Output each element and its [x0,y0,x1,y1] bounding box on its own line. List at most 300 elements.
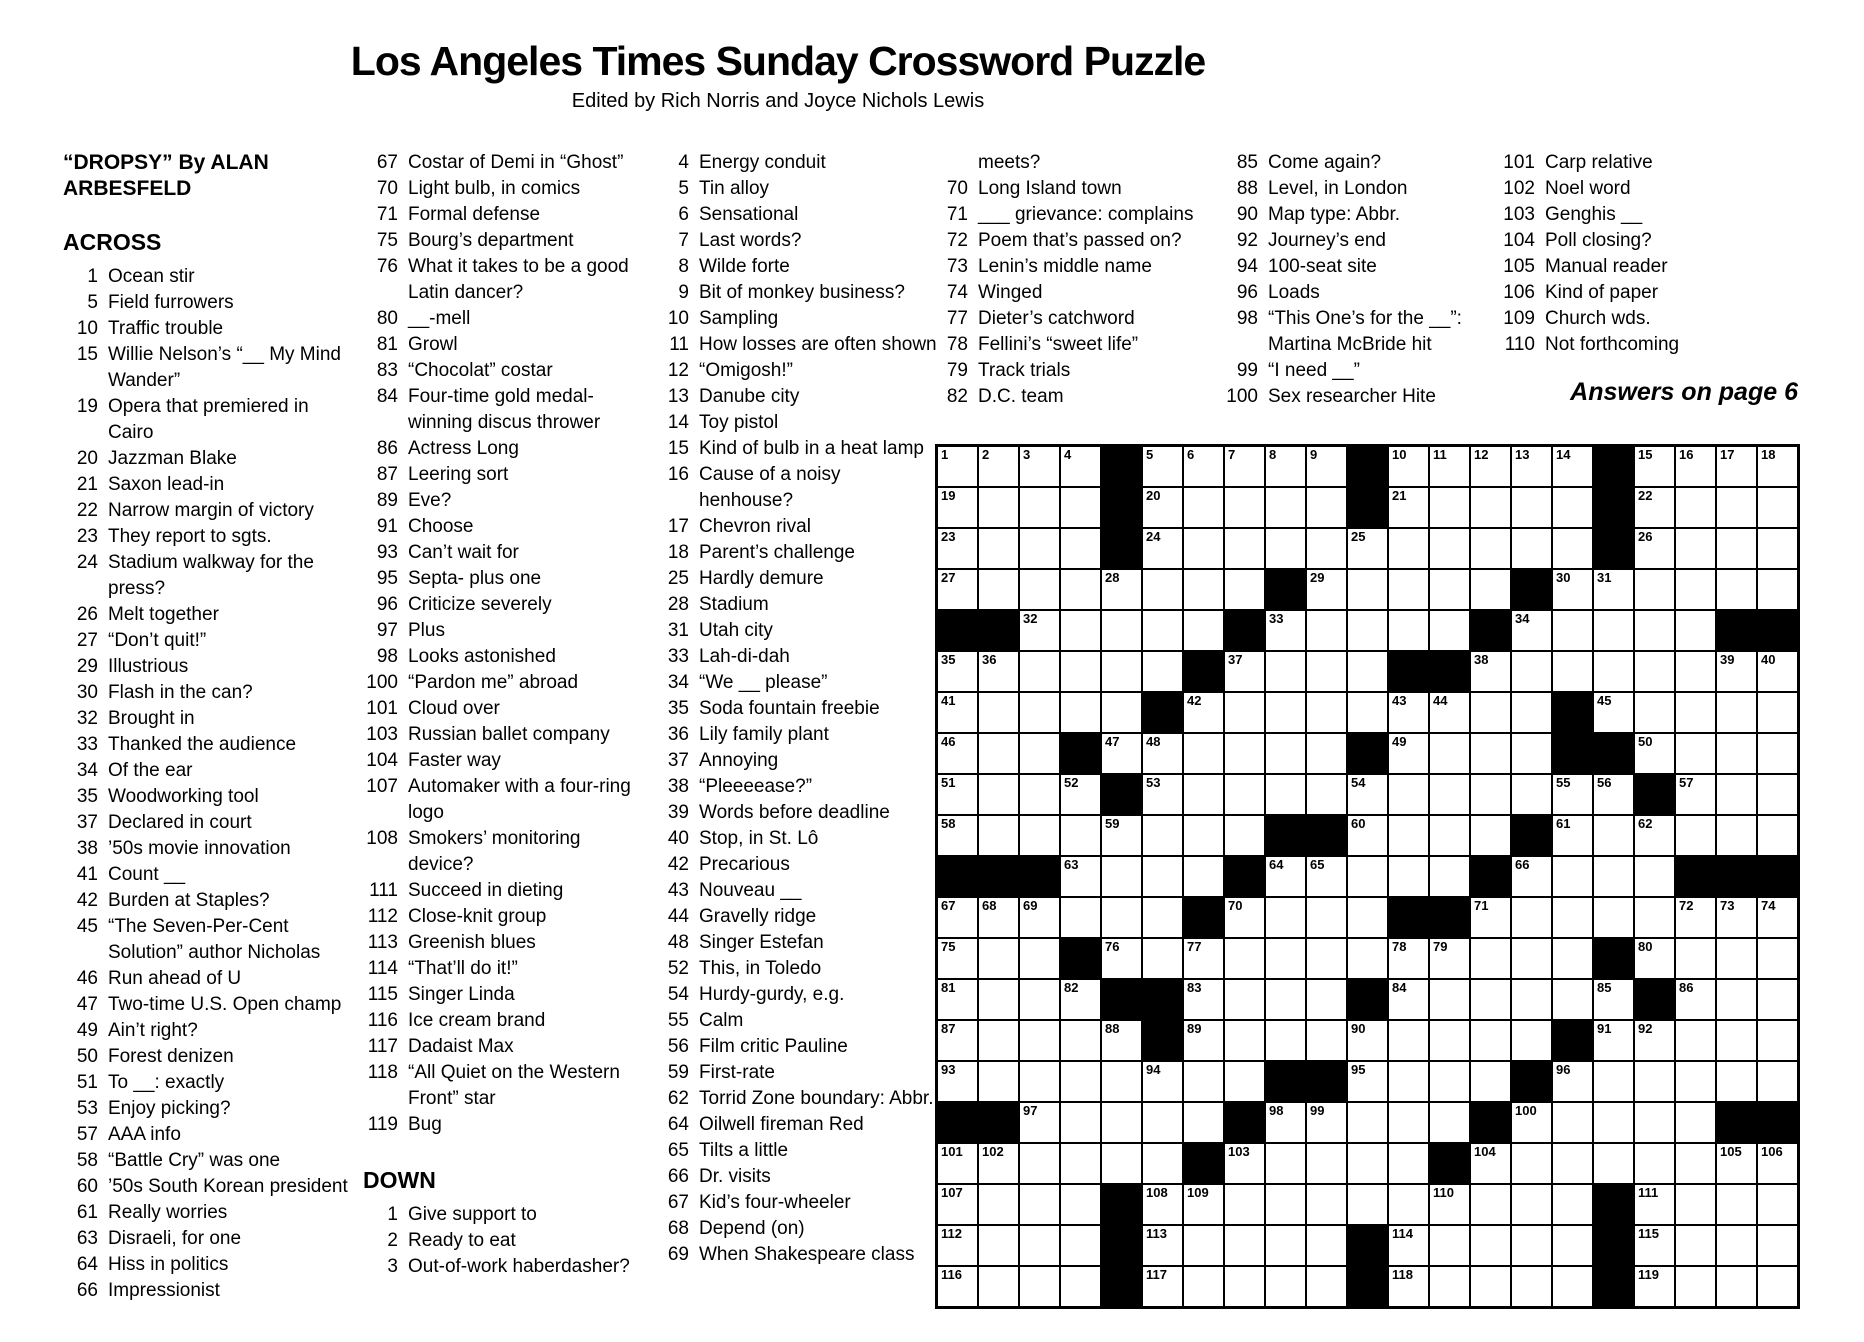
grid-cell[interactable] [1102,857,1141,896]
grid-cell[interactable] [1594,652,1633,691]
grid-cell[interactable] [1553,488,1592,527]
grid-cell[interactable] [1717,1062,1756,1101]
grid-cell[interactable] [1512,775,1551,814]
grid-cell[interactable] [1020,980,1059,1019]
grid-cell[interactable] [1553,447,1592,486]
grid-cell[interactable] [1307,611,1346,650]
grid-cell[interactable] [1512,939,1551,978]
grid-cell[interactable] [1389,1185,1428,1224]
grid-cell[interactable] [1389,1062,1428,1101]
grid-cell[interactable] [938,570,977,609]
grid-cell[interactable] [1307,529,1346,568]
grid-cell[interactable] [1471,1185,1510,1224]
grid-cell[interactable] [1266,734,1305,773]
grid-cell[interactable] [1553,1267,1592,1306]
grid-cell[interactable] [1348,1144,1387,1183]
grid-cell[interactable] [1184,447,1223,486]
grid-cell[interactable] [1512,898,1551,937]
grid-cell[interactable] [1348,775,1387,814]
grid-cell[interactable] [1061,1267,1100,1306]
grid-cell[interactable] [979,570,1018,609]
grid-cell[interactable] [1184,529,1223,568]
grid-cell[interactable] [1758,1185,1797,1224]
grid-cell[interactable] [1389,775,1428,814]
grid-cell[interactable] [1389,570,1428,609]
grid-cell[interactable] [1594,611,1633,650]
grid-cell[interactable] [1553,652,1592,691]
grid-cell[interactable] [1717,1226,1756,1265]
grid-cell[interactable] [1471,488,1510,527]
grid-cell[interactable] [1266,488,1305,527]
grid-cell[interactable] [1717,488,1756,527]
grid-cell[interactable] [1717,734,1756,773]
grid-cell[interactable] [1717,447,1756,486]
grid-cell[interactable] [1471,693,1510,732]
grid-cell[interactable] [1266,939,1305,978]
grid-cell[interactable] [1348,1103,1387,1142]
grid-cell[interactable] [1102,570,1141,609]
grid-cell[interactable] [1512,1185,1551,1224]
grid-cell[interactable] [1471,447,1510,486]
grid-cell[interactable] [1184,693,1223,732]
grid-cell[interactable] [1430,488,1469,527]
grid-cell[interactable] [1143,734,1182,773]
grid-cell[interactable] [1307,1226,1346,1265]
grid-cell[interactable] [1143,1144,1182,1183]
grid-cell[interactable] [1061,529,1100,568]
grid-cell[interactable] [1758,775,1797,814]
grid-cell[interactable] [1184,939,1223,978]
grid-cell[interactable] [1307,570,1346,609]
grid-cell[interactable] [1758,488,1797,527]
grid-cell[interactable] [1635,611,1674,650]
grid-cell[interactable] [1635,1267,1674,1306]
grid-cell[interactable] [1553,816,1592,855]
grid-cell[interactable] [1512,1103,1551,1142]
grid-cell[interactable] [1430,570,1469,609]
grid-cell[interactable] [1758,1021,1797,1060]
grid-cell[interactable] [1594,816,1633,855]
grid-cell[interactable] [1676,447,1715,486]
grid-cell[interactable] [1471,1144,1510,1183]
grid-cell[interactable] [979,447,1018,486]
grid-cell[interactable] [1184,1185,1223,1224]
grid-cell[interactable] [1676,1267,1715,1306]
grid-cell[interactable] [1676,570,1715,609]
grid-cell[interactable] [1717,775,1756,814]
grid-cell[interactable] [1184,1021,1223,1060]
grid-cell[interactable] [1676,775,1715,814]
grid-cell[interactable] [1553,857,1592,896]
grid-cell[interactable] [1471,652,1510,691]
grid-cell[interactable] [1143,1185,1182,1224]
grid-cell[interactable] [938,898,977,937]
grid-cell[interactable] [1102,1062,1141,1101]
grid-cell[interactable] [1594,570,1633,609]
grid-cell[interactable] [1225,570,1264,609]
grid-cell[interactable] [1225,1226,1264,1265]
grid-cell[interactable] [1061,980,1100,1019]
grid-cell[interactable] [1348,816,1387,855]
grid-cell[interactable] [1307,1185,1346,1224]
grid-cell[interactable] [1143,857,1182,896]
grid-cell[interactable] [1348,652,1387,691]
grid-cell[interactable] [979,1267,1018,1306]
grid-cell[interactable] [1389,1267,1428,1306]
grid-cell[interactable] [1102,898,1141,937]
grid-cell[interactable] [938,529,977,568]
grid-cell[interactable] [1512,529,1551,568]
grid-cell[interactable] [1717,1267,1756,1306]
grid-cell[interactable] [1184,775,1223,814]
grid-cell[interactable] [938,488,977,527]
grid-cell[interactable] [1307,447,1346,486]
grid-cell[interactable] [1143,816,1182,855]
grid-cell[interactable] [1102,652,1141,691]
grid-cell[interactable] [1225,775,1264,814]
grid-cell[interactable] [979,1021,1018,1060]
grid-cell[interactable] [1512,1021,1551,1060]
grid-cell[interactable] [1143,652,1182,691]
grid-cell[interactable] [1389,693,1428,732]
grid-cell[interactable] [979,939,1018,978]
grid-cell[interactable] [1020,611,1059,650]
grid-cell[interactable] [1061,816,1100,855]
grid-cell[interactable] [1389,1144,1428,1183]
grid-cell[interactable] [1512,693,1551,732]
grid-cell[interactable] [1348,693,1387,732]
grid-cell[interactable] [979,898,1018,937]
grid-cell[interactable] [1635,1185,1674,1224]
grid-cell[interactable] [1020,1267,1059,1306]
grid-cell[interactable] [1061,693,1100,732]
grid-cell[interactable] [1553,529,1592,568]
grid-cell[interactable] [1676,1103,1715,1142]
grid-cell[interactable] [1061,570,1100,609]
grid-cell[interactable] [1635,447,1674,486]
grid-cell[interactable] [1266,775,1305,814]
grid-cell[interactable] [1676,693,1715,732]
grid-cell[interactable] [1594,898,1633,937]
grid-cell[interactable] [1717,1144,1756,1183]
grid-cell[interactable] [1225,734,1264,773]
grid-cell[interactable] [1266,693,1305,732]
grid-cell[interactable] [1676,1185,1715,1224]
grid-cell[interactable] [1512,611,1551,650]
grid-cell[interactable] [938,1185,977,1224]
grid-cell[interactable] [1225,1144,1264,1183]
grid-cell[interactable] [1717,570,1756,609]
grid-cell[interactable] [1389,447,1428,486]
grid-cell[interactable] [938,693,977,732]
grid-cell[interactable] [1184,570,1223,609]
grid-cell[interactable] [1676,980,1715,1019]
grid-cell[interactable] [1430,447,1469,486]
grid-cell[interactable] [1307,857,1346,896]
grid-cell[interactable] [938,939,977,978]
grid-cell[interactable] [1635,1062,1674,1101]
grid-cell[interactable] [1143,611,1182,650]
grid-cell[interactable] [979,980,1018,1019]
grid-cell[interactable] [1061,652,1100,691]
grid-cell[interactable] [1430,775,1469,814]
grid-cell[interactable] [1471,898,1510,937]
grid-cell[interactable] [1512,980,1551,1019]
grid-cell[interactable] [1635,857,1674,896]
grid-cell[interactable] [1307,898,1346,937]
grid-cell[interactable] [1348,857,1387,896]
grid-cell[interactable] [1512,857,1551,896]
grid-cell[interactable] [1225,488,1264,527]
grid-cell[interactable] [1266,1226,1305,1265]
grid-cell[interactable] [1061,775,1100,814]
grid-cell[interactable] [979,529,1018,568]
grid-cell[interactable] [1389,939,1428,978]
grid-cell[interactable] [1635,1226,1674,1265]
grid-cell[interactable] [1225,529,1264,568]
grid-cell[interactable] [979,734,1018,773]
grid-cell[interactable] [1635,939,1674,978]
grid-cell[interactable] [1594,693,1633,732]
grid-cell[interactable] [1635,734,1674,773]
grid-cell[interactable] [1307,775,1346,814]
grid-cell[interactable] [1635,1103,1674,1142]
grid-cell[interactable] [1676,488,1715,527]
grid-cell[interactable] [1225,652,1264,691]
grid-cell[interactable] [1389,857,1428,896]
grid-cell[interactable] [1143,1062,1182,1101]
grid-cell[interactable] [1143,1103,1182,1142]
grid-cell[interactable] [1717,939,1756,978]
grid-cell[interactable] [1102,734,1141,773]
grid-cell[interactable] [1594,857,1633,896]
grid-cell[interactable] [1758,570,1797,609]
grid-cell[interactable] [1758,980,1797,1019]
grid-cell[interactable] [1553,1144,1592,1183]
grid-cell[interactable] [1717,529,1756,568]
grid-cell[interactable] [1676,611,1715,650]
grid-cell[interactable] [1061,1144,1100,1183]
grid-cell[interactable] [1307,693,1346,732]
grid-cell[interactable] [1635,1144,1674,1183]
grid-cell[interactable] [1307,652,1346,691]
grid-cell[interactable] [1225,1185,1264,1224]
grid-cell[interactable] [1553,980,1592,1019]
grid-cell[interactable] [1020,652,1059,691]
grid-cell[interactable] [1430,734,1469,773]
grid-cell[interactable] [938,980,977,1019]
grid-cell[interactable] [1758,1226,1797,1265]
grid-cell[interactable] [979,652,1018,691]
grid-cell[interactable] [1225,939,1264,978]
grid-cell[interactable] [1635,898,1674,937]
grid-cell[interactable] [1184,1267,1223,1306]
grid-cell[interactable] [1430,1185,1469,1224]
grid-cell[interactable] [1512,652,1551,691]
grid-cell[interactable] [1348,1185,1387,1224]
grid-cell[interactable] [1676,898,1715,937]
grid-cell[interactable] [1758,898,1797,937]
grid-cell[interactable] [1348,898,1387,937]
grid-cell[interactable] [1594,980,1633,1019]
grid-cell[interactable] [1471,734,1510,773]
grid-cell[interactable] [1143,775,1182,814]
grid-cell[interactable] [938,652,977,691]
grid-cell[interactable] [1512,1267,1551,1306]
grid-cell[interactable] [938,1226,977,1265]
grid-cell[interactable] [1266,529,1305,568]
grid-cell[interactable] [1061,611,1100,650]
grid-cell[interactable] [1430,1267,1469,1306]
grid-cell[interactable] [979,1226,1018,1265]
grid-cell[interactable] [1020,529,1059,568]
grid-cell[interactable] [979,775,1018,814]
grid-cell[interactable] [1594,775,1633,814]
grid-cell[interactable] [1143,570,1182,609]
grid-cell[interactable] [1471,1021,1510,1060]
grid-cell[interactable] [1225,1021,1264,1060]
grid-cell[interactable] [1102,1103,1141,1142]
grid-cell[interactable] [1512,734,1551,773]
grid-cell[interactable] [1348,570,1387,609]
grid-cell[interactable] [1430,857,1469,896]
grid-cell[interactable] [1676,1021,1715,1060]
grid-cell[interactable] [1225,898,1264,937]
grid-cell[interactable] [1676,734,1715,773]
grid-cell[interactable] [1553,1185,1592,1224]
grid-cell[interactable] [1020,734,1059,773]
grid-cell[interactable] [1020,816,1059,855]
grid-cell[interactable] [1758,1267,1797,1306]
grid-cell[interactable] [1758,1144,1797,1183]
grid-cell[interactable] [1102,1144,1141,1183]
grid-cell[interactable] [1266,1267,1305,1306]
grid-cell[interactable] [1471,1267,1510,1306]
grid-cell[interactable] [1676,1144,1715,1183]
grid-cell[interactable] [1676,939,1715,978]
grid-cell[interactable] [1225,980,1264,1019]
grid-cell[interactable] [938,775,977,814]
grid-cell[interactable] [1061,447,1100,486]
grid-cell[interactable] [1389,611,1428,650]
grid-cell[interactable] [1102,816,1141,855]
grid-cell[interactable] [1184,816,1223,855]
grid-cell[interactable] [1758,652,1797,691]
grid-cell[interactable] [1143,939,1182,978]
grid-cell[interactable] [1717,652,1756,691]
grid-cell[interactable] [1471,980,1510,1019]
grid-cell[interactable] [938,816,977,855]
grid-cell[interactable] [1676,1062,1715,1101]
grid-cell[interactable] [1102,939,1141,978]
grid-cell[interactable] [1307,1103,1346,1142]
grid-cell[interactable] [1553,1103,1592,1142]
grid-cell[interactable] [1143,488,1182,527]
grid-cell[interactable] [1430,816,1469,855]
grid-cell[interactable] [1553,1226,1592,1265]
grid-cell[interactable] [1143,898,1182,937]
grid-cell[interactable] [1348,529,1387,568]
grid-cell[interactable] [979,693,1018,732]
grid-cell[interactable] [1676,1226,1715,1265]
grid-cell[interactable] [1676,652,1715,691]
grid-cell[interactable] [1717,1021,1756,1060]
grid-cell[interactable] [1389,488,1428,527]
grid-cell[interactable] [1553,898,1592,937]
grid-cell[interactable] [1184,1103,1223,1142]
grid-cell[interactable] [1143,1226,1182,1265]
grid-cell[interactable] [1758,447,1797,486]
grid-cell[interactable] [979,1062,1018,1101]
grid-cell[interactable] [1471,1226,1510,1265]
grid-cell[interactable] [1184,1226,1223,1265]
grid-cell[interactable] [1020,939,1059,978]
grid-cell[interactable] [1143,447,1182,486]
grid-cell[interactable] [1430,529,1469,568]
grid-cell[interactable] [979,1185,1018,1224]
grid-cell[interactable] [979,1144,1018,1183]
grid-cell[interactable] [938,1062,977,1101]
grid-cell[interactable] [938,1021,977,1060]
grid-cell[interactable] [1020,447,1059,486]
grid-cell[interactable] [1184,611,1223,650]
grid-cell[interactable] [1717,980,1756,1019]
grid-cell[interactable] [1307,939,1346,978]
grid-cell[interactable] [1512,1144,1551,1183]
grid-cell[interactable] [1061,857,1100,896]
grid-cell[interactable] [1512,1226,1551,1265]
grid-cell[interactable] [1635,529,1674,568]
grid-cell[interactable] [1676,816,1715,855]
grid-cell[interactable] [1184,980,1223,1019]
grid-cell[interactable] [1471,570,1510,609]
grid-cell[interactable] [1348,939,1387,978]
grid-cell[interactable] [1307,1144,1346,1183]
grid-cell[interactable] [1061,1062,1100,1101]
grid-cell[interactable] [1225,447,1264,486]
grid-cell[interactable] [1717,898,1756,937]
grid-cell[interactable] [1471,816,1510,855]
grid-cell[interactable] [1717,1185,1756,1224]
grid-cell[interactable] [1430,939,1469,978]
grid-cell[interactable] [938,1144,977,1183]
grid-cell[interactable] [1389,734,1428,773]
grid-cell[interactable] [1389,1226,1428,1265]
grid-cell[interactable] [1020,1021,1059,1060]
grid-cell[interactable] [1553,775,1592,814]
grid-cell[interactable] [1020,1144,1059,1183]
grid-cell[interactable] [1471,1062,1510,1101]
grid-cell[interactable] [1020,570,1059,609]
grid-cell[interactable] [1758,816,1797,855]
grid-cell[interactable] [1389,980,1428,1019]
grid-cell[interactable] [1061,1021,1100,1060]
grid-cell[interactable] [1758,529,1797,568]
grid-cell[interactable] [1266,611,1305,650]
grid-cell[interactable] [1471,529,1510,568]
grid-cell[interactable] [1635,693,1674,732]
grid-cell[interactable] [1102,693,1141,732]
grid-cell[interactable] [1758,1062,1797,1101]
grid-cell[interactable] [1143,529,1182,568]
grid-cell[interactable] [1266,652,1305,691]
grid-cell[interactable] [1266,980,1305,1019]
grid-cell[interactable] [1020,1226,1059,1265]
grid-cell[interactable] [1020,1185,1059,1224]
grid-cell[interactable] [1102,1021,1141,1060]
grid-cell[interactable] [938,1267,977,1306]
grid-cell[interactable] [1594,1021,1633,1060]
